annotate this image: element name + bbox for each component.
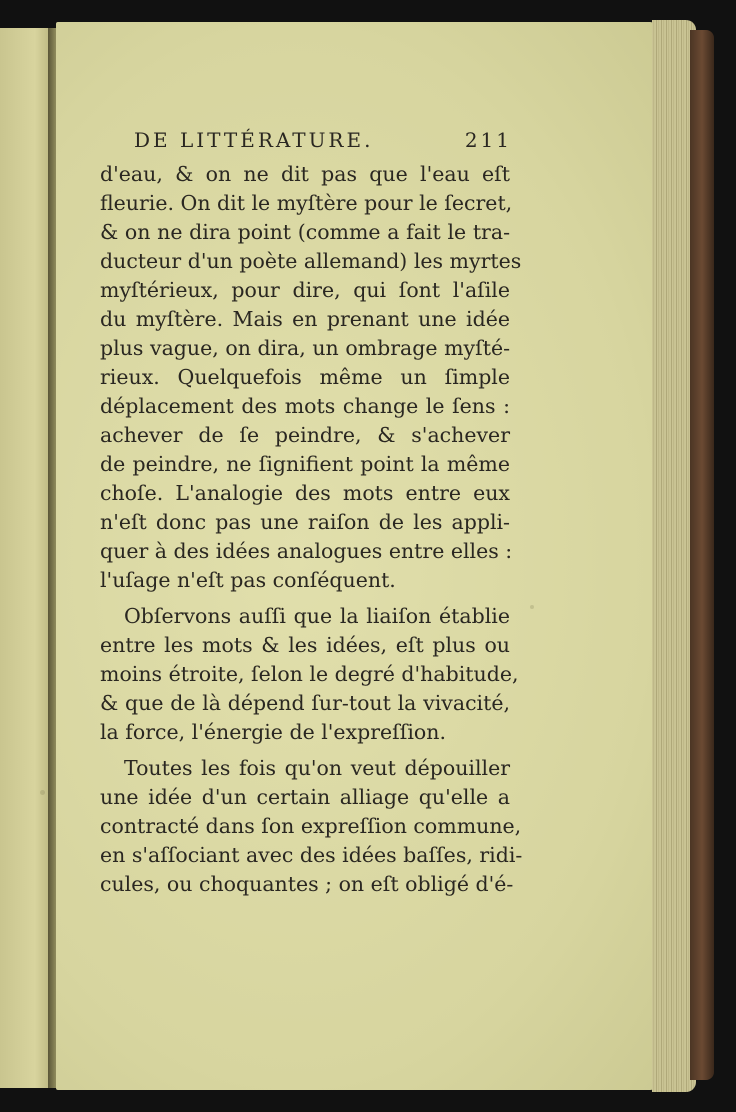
text-line: achever de ſe peindre, & s'achever xyxy=(100,423,510,447)
text-line: & que de là dépend ſur-tout la vivacité, xyxy=(100,691,510,715)
text-line: plus vague, on dira, un ombrage myſté- xyxy=(100,336,510,360)
running-head xyxy=(100,128,510,160)
text-line: choſe. L'analogie des mots entre eux xyxy=(100,481,510,505)
book-cover-edge xyxy=(690,30,714,1080)
page-text xyxy=(100,128,523,899)
text-line: quer à des idées analogues entre elles : xyxy=(100,539,513,563)
running-head-title: DE LITTÉRATURE. xyxy=(134,128,374,152)
text-line: & on ne dira point (comme a fait le tra- xyxy=(100,220,510,244)
text-line: la force, l'énergie de l'expreſſion. xyxy=(100,720,446,744)
paper-spot xyxy=(530,605,534,609)
text-line: une idée d'un certain alliage qu'elle a xyxy=(100,785,510,809)
text-line: rieux. Quelquefois même un ſimple xyxy=(100,365,510,389)
left-page-edge xyxy=(0,28,52,1088)
text-line: myſtérieux, pour dire, qui ſont l'aſile xyxy=(100,278,510,302)
text-line: ducteur d'un poète allemand) les myrtes xyxy=(100,249,522,273)
text-line: de peindre, ne ſignifient point la même xyxy=(100,452,510,476)
page-number: 211 xyxy=(464,128,512,152)
text-line: l'uſage n'eſt pas conſéquent. xyxy=(100,568,396,592)
text-line: du myſtère. Mais en prenant une idée xyxy=(100,307,510,331)
text-line: en s'aſſociant avec des idées baſſes, ridi- xyxy=(100,843,523,867)
text-line: moins étroite, ſelon le degré d'habitude, xyxy=(100,662,519,686)
text-line: d'eau, & on ne dit pas que l'eau eſt xyxy=(100,162,510,186)
paragraph-first-line: Toutes les fois qu'on veut dépouiller xyxy=(124,756,510,780)
text-line: cules, ou choquantes ; on eſt obligé d'é- xyxy=(100,872,514,896)
text-line: entre les mots & les idées, eſt plus ou xyxy=(100,633,510,657)
paper-spot xyxy=(40,790,45,795)
text-line: n'eſt donc pas une raiſon de les appli- xyxy=(100,510,510,534)
text-line: contracté dans ſon expreſſion commune, xyxy=(100,814,522,838)
paragraph-first-line: Obſervons auſſi que la liaiſon établie xyxy=(124,604,510,628)
text-line: fleurie. On dit le myſtère pour le ſecret, xyxy=(100,191,513,215)
text-line: déplacement des mots change le ſens : xyxy=(100,394,510,418)
